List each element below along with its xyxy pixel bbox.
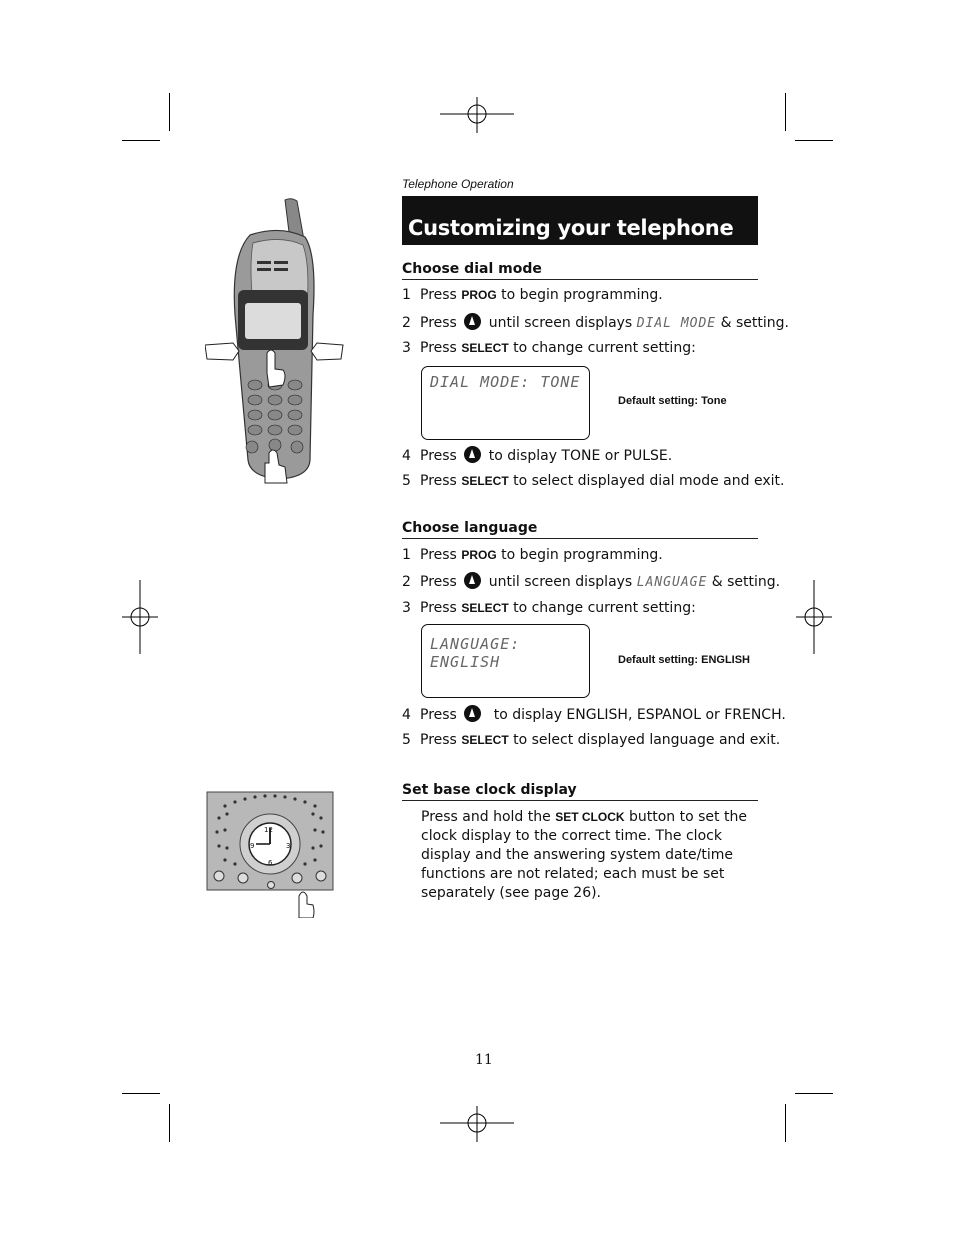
crop-mark [795, 140, 833, 141]
step-item: 2 Press until screen displays DIAL MODE & setting. [402, 315, 789, 331]
step-item: 1 Press PROG to begin programming. [402, 287, 663, 303]
section-heading-language: Choose language [402, 520, 758, 539]
step-item: 3 Press SELECT to change current setting: [402, 600, 696, 616]
section-heading-clock: Set base clock display [402, 782, 758, 801]
step-item: 1 Press PROG to begin programming. [402, 547, 663, 563]
registration-mark [440, 97, 514, 133]
key-label: SELECT [461, 341, 509, 355]
clock-numeral: 12 [264, 826, 273, 834]
key-label: SET CLOCK [555, 810, 625, 824]
registration-mark [122, 580, 158, 654]
page-number: 11 [475, 1052, 493, 1068]
up-arrow-icon [464, 313, 481, 330]
section-label: Telephone Operation [402, 177, 514, 191]
crop-mark [785, 93, 786, 131]
lcd-screen-text: DIAL MODE: TONE [430, 373, 581, 391]
lcd-screen [421, 366, 590, 440]
default-setting-note: Default setting: ENGLISH [618, 654, 751, 666]
up-arrow-icon [464, 446, 481, 463]
step-item: 2 Press until screen displays LANGUAGE & setting. [402, 574, 781, 590]
up-arrow-icon [464, 705, 481, 722]
step-item: 4 Press to display ENGLISH, ESPANOL or FRENCH. [402, 707, 786, 723]
registration-mark [440, 1106, 514, 1142]
crop-mark [169, 1104, 170, 1142]
base-clock-illustration [205, 790, 345, 918]
crop-mark [785, 1104, 786, 1142]
lcd-screen [421, 624, 590, 698]
handset-illustration [205, 195, 345, 485]
step-item: 5 Press SELECT to select displayed language and exit. [402, 732, 781, 748]
key-label: SELECT [461, 733, 509, 747]
step-item: 4 Press to display TONE or PULSE. [402, 448, 673, 464]
step-item: 5 Press SELECT to select displayed dial mode and exit. [402, 473, 785, 489]
clock-numeral: 3 [286, 842, 291, 850]
lcd-screen-text: LANGUAGE: ENGLISH [430, 635, 521, 671]
crop-mark [122, 1093, 160, 1094]
clock-paragraph: Press and hold the SET CLOCK button to set the clock display to the correct time. The clock display and the answering system date/time functions are not related; each must be set separately (see page 26). [421, 809, 747, 901]
section-heading-dial-mode: Choose dial mode [402, 261, 758, 280]
crop-mark [169, 93, 170, 131]
key-label: SELECT [461, 474, 509, 488]
registration-mark [796, 580, 832, 654]
clock-numeral: 6 [268, 859, 273, 867]
clock-numeral: 9 [250, 842, 255, 850]
key-label: PROG [461, 288, 497, 302]
default-setting-note: Default setting: Tone [618, 395, 727, 407]
lcd-text: DIAL MODE [636, 316, 717, 331]
key-label: SELECT [461, 601, 509, 615]
crop-mark [795, 1093, 833, 1094]
up-arrow-icon [464, 572, 481, 589]
title-bar [402, 196, 758, 245]
key-label: PROG [461, 548, 497, 562]
crop-mark [122, 140, 160, 141]
page-title: Customizing your telephone [408, 216, 734, 240]
lcd-text: LANGUAGE [636, 575, 708, 590]
step-item: 3 Press SELECT to change current setting: [402, 340, 696, 356]
